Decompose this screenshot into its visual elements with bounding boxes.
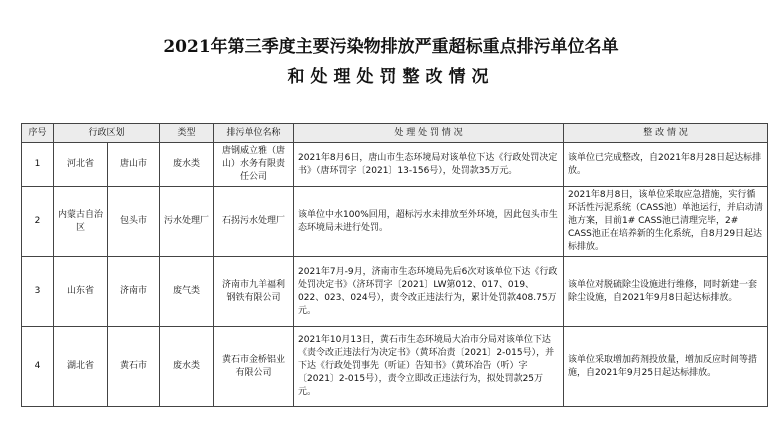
header-no: 序号	[22, 124, 54, 143]
table-row	[22, 143, 768, 187]
cell-province: 山东省	[54, 257, 108, 327]
table-header-row	[22, 124, 768, 143]
table-row	[22, 327, 768, 407]
cell-unit: 黄石市金桥铝业有限公司	[214, 327, 294, 407]
cell-province: 内蒙古自治区	[54, 187, 108, 257]
cell-city: 唐山市	[108, 143, 160, 187]
cell-rectify: 该单位已完成整改，自2021年8月28日起达标排放。	[564, 143, 768, 187]
cell-no: 3	[22, 257, 54, 327]
cell-type: 废水类	[160, 143, 214, 187]
violation-table	[21, 123, 768, 407]
cell-type: 废气类	[160, 257, 214, 327]
cell-province: 湖北省	[54, 327, 108, 407]
header-rectify: 整 改 情 况	[564, 124, 768, 143]
cell-type: 废水类	[160, 327, 214, 407]
cell-rectify: 该单位对脱硫除尘设施进行维修，同时新建一套除尘设施，自2021年9月8日起达标排放。	[564, 257, 768, 327]
cell-no: 1	[22, 143, 54, 187]
cell-penalty: 2021年7月-9月，济南市生态环境局先后6次对该单位下达《行政处罚决定书》（济环罚字〔2021〕LW第012、017、019、022、023、024号），责令改正违法行为，累计处罚款408.75万元。	[294, 257, 564, 327]
page-title: 2021年第三季度主要污染物排放严重超标重点排污单位名单	[163, 37, 619, 57]
cell-penalty: 2021年8月6日，唐山市生态环境局对该单位下达《行政处罚决定书》（唐环罚字〔2021〕13-156号），处罚款35万元。	[294, 143, 564, 187]
cell-no: 2	[22, 187, 54, 257]
cell-penalty: 2021年10月13日，黄石市生态环境局大冶市分局对该单位下达《责令改正违法行为决定书》（黄环冶责〔2021〕2-015号），并下达《行政处罚事先（听证）告知书》（黄环冶告（听）字〔2021〕2-015号），责令立即改正违法行为，拟处罚款25万元。	[294, 327, 564, 407]
cell-province: 河北省	[54, 143, 108, 187]
cell-unit: 唐钢威立雅（唐山）水务有限责任公司	[214, 143, 294, 187]
header-penalty: 处 理 处 罚 情 况	[294, 124, 564, 143]
table-row	[22, 187, 768, 257]
cell-type: 污水处理厂	[160, 187, 214, 257]
header-unit: 排污单位名称	[214, 124, 294, 143]
header-type: 类型	[160, 124, 214, 143]
cell-rectify: 2021年8月8日，该单位采取应急措施，实行循环活性污泥系统（CASS池）单池运行，并启动清池方案，目前1# CASS池已清理完毕，2# CASS池正在培养新的生化系统，自8月29日起达标排放。	[564, 187, 768, 257]
cell-rectify: 该单位采取增加药剂投放量，增加反应时间等措施，自2021年9月25日起达标排放。	[564, 327, 768, 407]
cell-city: 包头市	[108, 187, 160, 257]
cell-no: 4	[22, 327, 54, 407]
page-subtitle: 和处理处罚整改情况	[287, 67, 495, 87]
cell-city: 济南市	[108, 257, 160, 327]
cell-city: 黄石市	[108, 327, 160, 407]
cell-unit: 石拐污水处理厂	[214, 187, 294, 257]
cell-unit: 济南市九羊福利钢铁有限公司	[214, 257, 294, 327]
header-region: 行政区划	[54, 124, 160, 143]
cell-penalty: 该单位中水100%回用，超标污水未排放至外环境，因此包头市生态环境局未进行处罚。	[294, 187, 564, 257]
table-row	[22, 257, 768, 327]
